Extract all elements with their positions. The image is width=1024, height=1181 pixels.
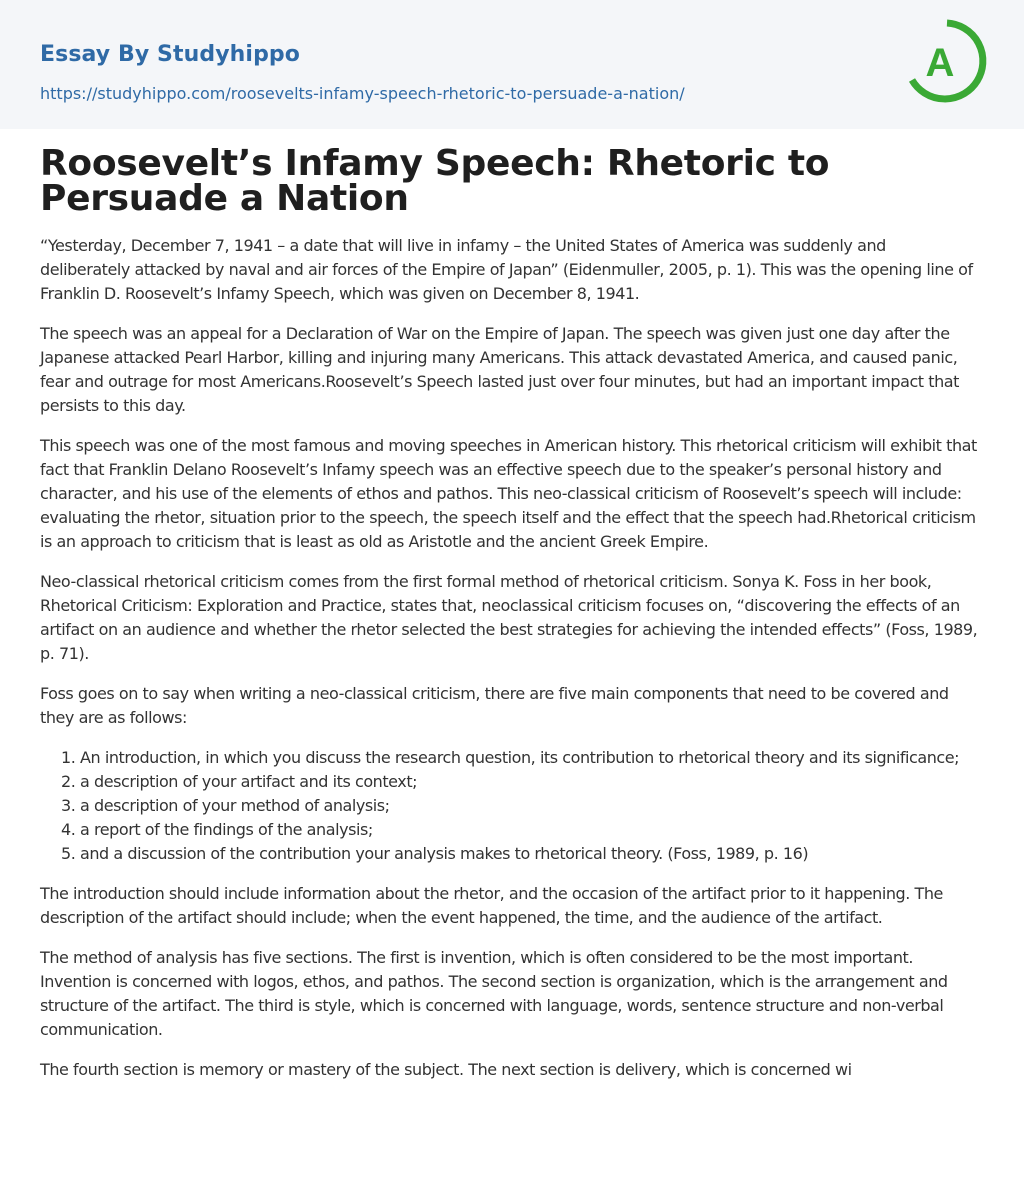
essay-paragraph: Neo-classical rhetorical criticism comes from the first formal method of rhetorical criticism. Sonya K. Foss in her book, Rhetorical Criticism: Exploration and Practice, states that, neoclassical criticism focuses on, “discovering the effects of an artifact on an audience and whether the rhetor selected the best strategies for achieving the intended effects” (Foss, 1989, p. 71).: [40, 572, 978, 663]
list-item: 1. An introduction, in which you discuss the research question, its contribution to rhetorical theory and its significance;: [80, 746, 980, 770]
essay-content: [40, 143, 980, 1098]
essay-title: Roosevelt’s Infamy Speech: Rhetoric to Persuade a Nation: [40, 143, 830, 219]
essay-paragraph: “Yesterday, December 7, 1941 – a date that will live in infamy – the United States of America was suddenly and deliberately attacked by naval and air forces of the Empire of Japan” (Eidenmuller, 2005, p. 1). This was the opening line of Franklin D. Roosevelt’s Infamy Speech, which was given on December 8, 1941.: [40, 236, 973, 303]
list-item: 3. a description of your method of analysis;: [80, 794, 980, 818]
components-list: [40, 746, 980, 866]
essay-paragraph: The method of analysis has five sections. The first is invention, which is often considered to be the most important. Invention is concerned with logos, ethos, and pathos. The second section is organization, which is the arrangement and structure of the artifact. The third is style, which is concerned with language, words, sentence structure and non-verbal communication.: [40, 948, 948, 1039]
essay-paragraph: The introduction should include information about the rhetor, and the occasion of the artifact prior to it happening. The description of the artifact should include; when the event happened, the time, and the audience of the artifact.: [40, 884, 943, 927]
essay-paragraph: The fourth section is memory or mastery of the subject. The next section is delivery, which is concerned wi: [40, 1060, 852, 1079]
studyhippo-logo-icon[interactable]: [906, 18, 988, 106]
essay-paragraph: The speech was an appeal for a Declaration of War on the Empire of Japan. The speech was given just one day after the Japanese attacked Pearl Harbor, killing and injuring many Americans. This attack devastated America, and caused panic, fear and outrage for most Americans.Roosevelt’s Speech lasted just over four minutes, but had an important impact that persists to this day.: [40, 324, 959, 415]
site-header: [0, 0, 1024, 129]
source-url-link[interactable]: https://studyhippo.com/roosevelts-infamy-speech-rhetoric-to-persuade-a-nation/: [40, 84, 685, 103]
brand-title: Essay By Studyhippo: [40, 42, 300, 67]
list-item: 2. a description of your artifact and its context;: [80, 770, 980, 794]
list-item: 5. and a discussion of the contribution your analysis makes to rhetorical theory. (Foss, 1989, p. 16): [80, 842, 980, 866]
logo-letter: A: [925, 41, 955, 85]
list-item: 4. a report of the findings of the analysis;: [80, 818, 980, 842]
essay-paragraph: This speech was one of the most famous and moving speeches in American history. This rhetorical criticism will exhibit that fact that Franklin Delano Roosevelt’s Infamy speech was an effective speech due to the speaker’s personal history and character, and his use of the elements of ethos and pathos. This neo-classical criticism of Roosevelt’s speech will include: evaluating the rhetor, situation prior to the speech, the speech itself and the effect that the speech had.Rhetorical criticism is an approach to criticism that is least as old as Aristotle and the ancient Greek Empire.: [40, 436, 977, 551]
essay-paragraph: Foss goes on to say when writing a neo-classical criticism, there are five main components that need to be covered and they are as follows:: [40, 684, 949, 727]
